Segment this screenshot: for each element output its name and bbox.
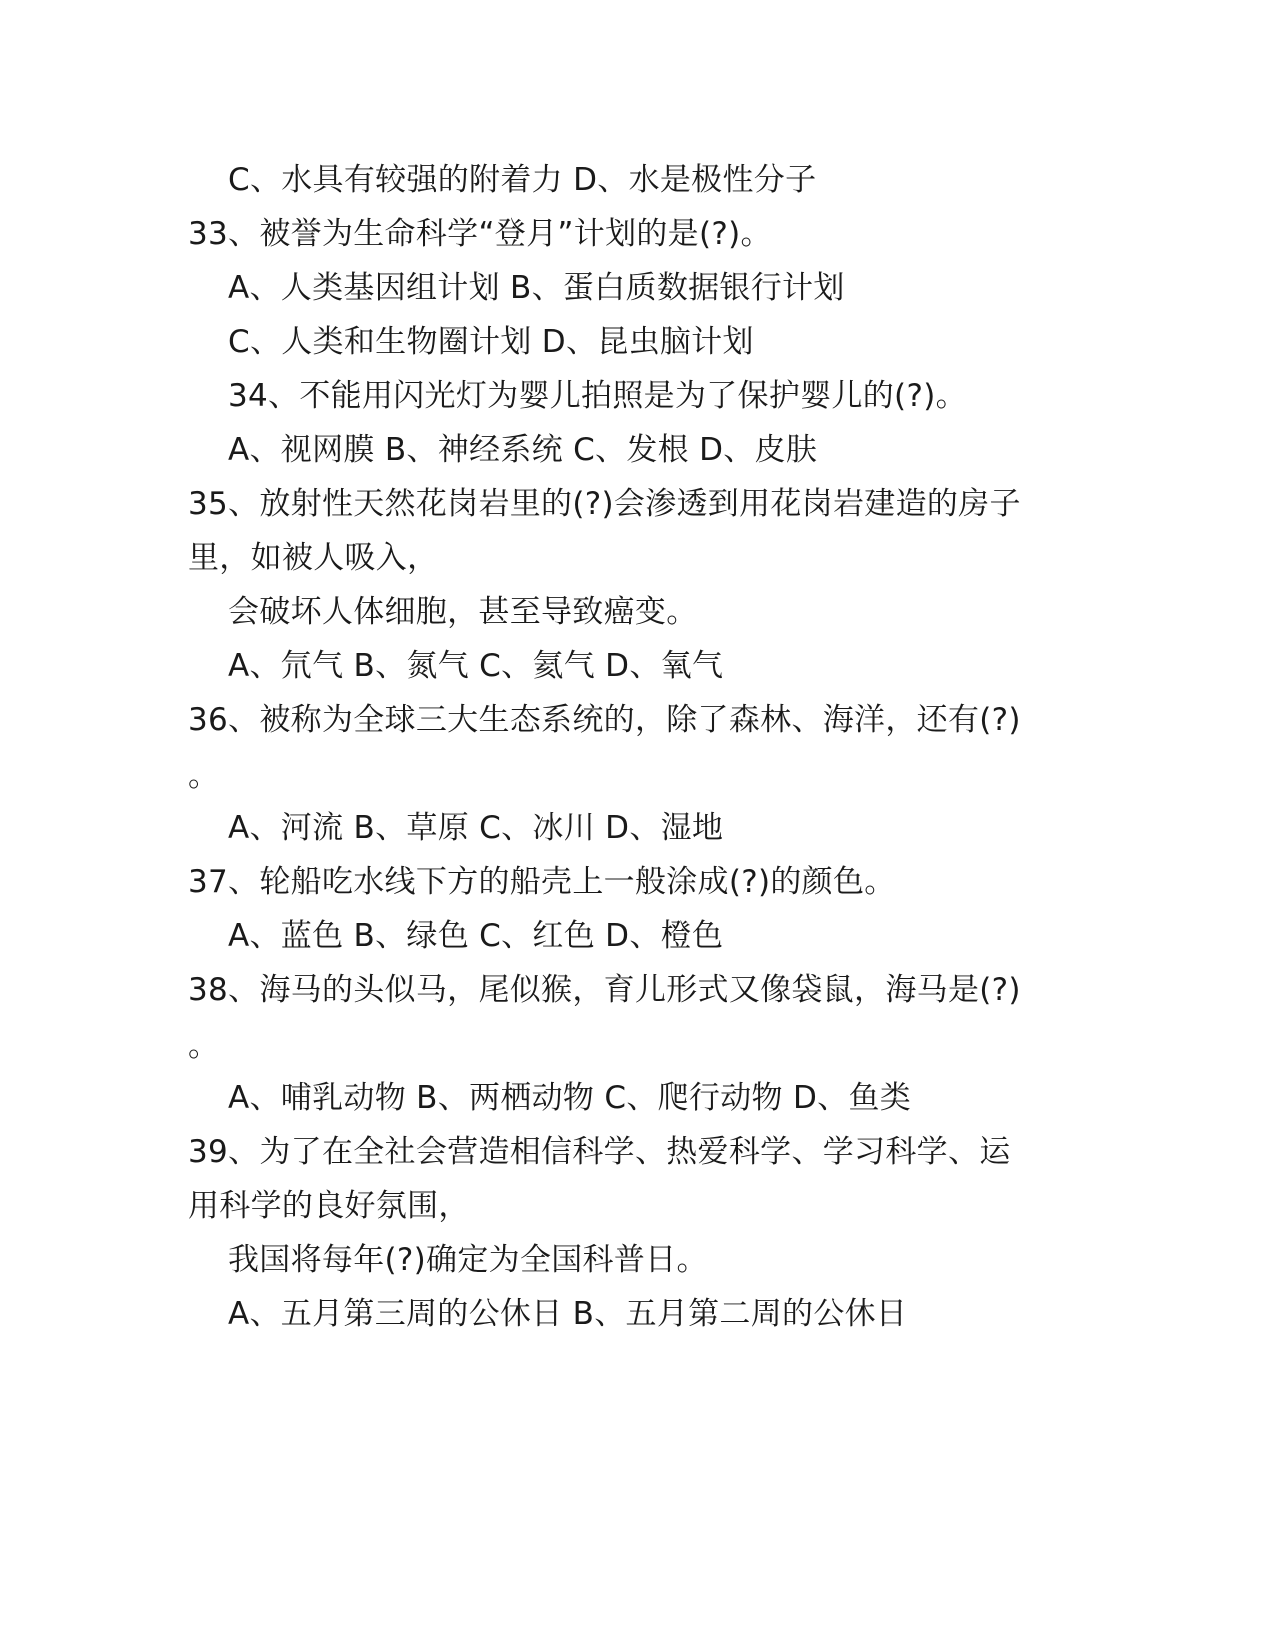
- question-39: 39、为了在全社会营造相信科学、热爱科学、学习科学、运: [188, 1134, 1011, 1170]
- question-35: 35、放射性天然花岗岩里的(?)会渗透到用花岗岩建造的房子: [188, 486, 1021, 522]
- question-35-cont: 会破坏人体细胞，甚至导致癌变。: [228, 594, 698, 630]
- question-36: 36、被称为全球三大生态系统的，除了森林、海洋，还有(?): [188, 702, 1021, 738]
- option-line: C、水具有较强的附着力 D、水是极性分子: [228, 162, 817, 198]
- option-line: C、人类和生物圈计划 D、昆虫脑计划: [228, 324, 754, 360]
- question-34: 34、不能用闪光灯为婴儿拍照是为了保护婴儿的(?)。: [228, 378, 967, 414]
- question-37: 37、轮船吃水线下方的船壳上一般涂成(?)的颜色。: [188, 864, 896, 900]
- option-line: A、河流 B、草原 C、冰川 D、湿地: [228, 810, 724, 846]
- question-38-cont: 。: [188, 1028, 220, 1064]
- option-line: A、氘气 B、氮气 C、氦气 D、氧气: [228, 648, 724, 684]
- question-38: 38、海马的头似马，尾似猴，育儿形式又像袋鼠，海马是(?): [188, 972, 1021, 1008]
- option-line: A、蓝色 B、绿色 C、红色 D、橙色: [228, 918, 724, 954]
- option-line: A、哺乳动物 B、两栖动物 C、爬行动物 D、鱼类: [228, 1080, 912, 1116]
- question-39-cont: 用科学的良好氛围，: [188, 1188, 470, 1224]
- question-35-cont: 里，如被人吸入，: [188, 540, 439, 576]
- option-line: A、视网膜 B、神经系统 C、发根 D、皮肤: [228, 432, 818, 468]
- option-line: A、五月第三周的公休日 B、五月第二周的公休日: [228, 1296, 908, 1332]
- question-39-cont: 我国将每年(?)确定为全国科普日。: [228, 1242, 708, 1278]
- question-33: 33、被誉为生命科学“登月”计划的是(?)。: [188, 216, 772, 252]
- option-line: A、人类基因组计划 B、蛋白质数据银行计划: [228, 270, 845, 306]
- question-36-cont: 。: [188, 758, 220, 794]
